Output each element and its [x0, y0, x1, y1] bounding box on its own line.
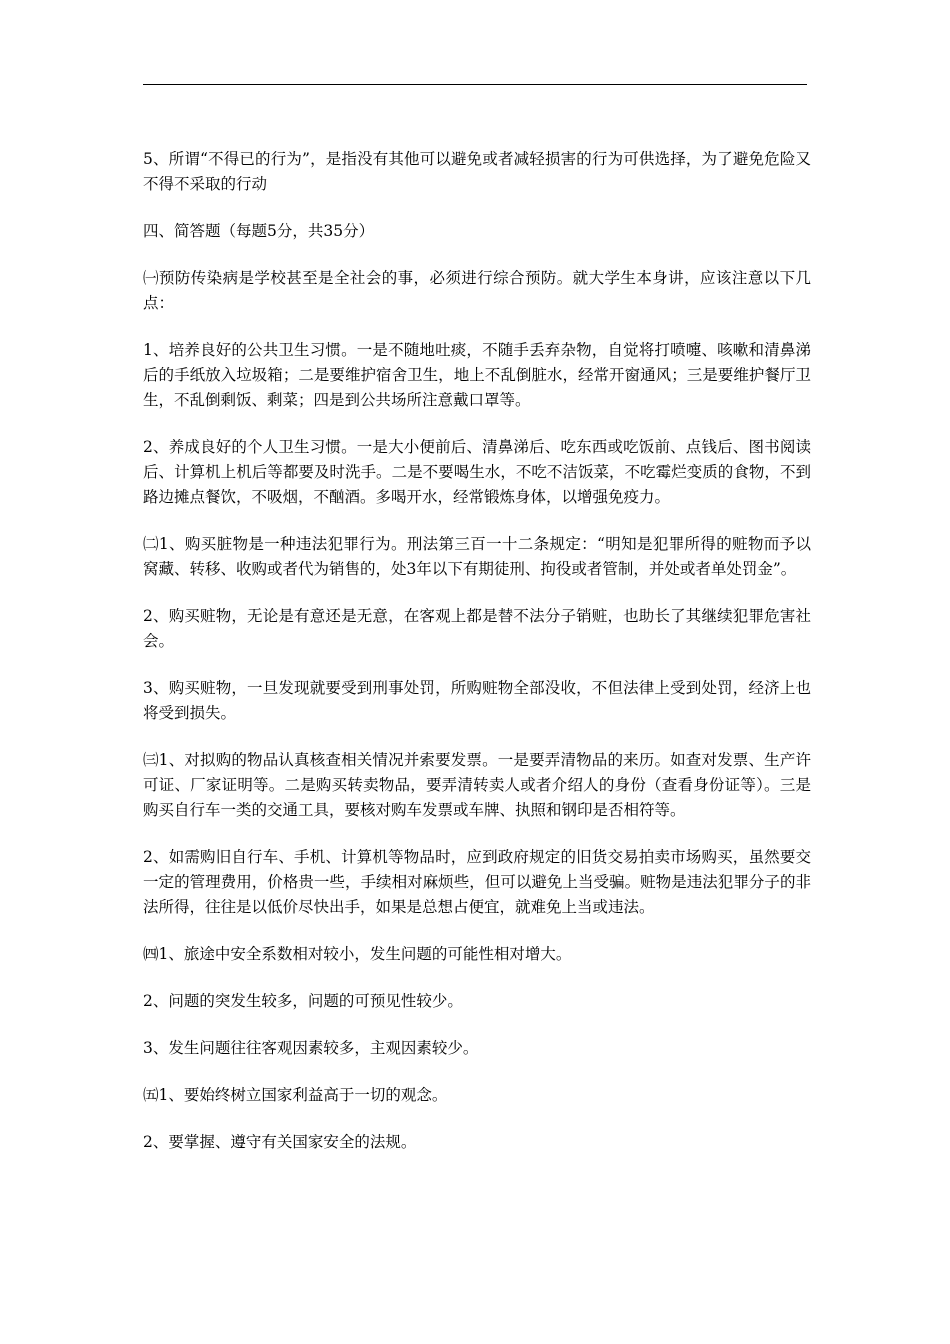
- paragraph-q2-point-2: 2、购买赃物，无论是有意还是无意，在客观上都是替不法分子销赃，也助长了其继续犯罪危害社会。: [143, 607, 811, 650]
- paragraph-q2-point-1: ㈡1、购买脏物是一种违法犯罪行为。刑法第三百一十二条规定：“明知是犯罪所得的赃物而予以窝藏、转移、收购或者代为销售的，处3年以下有期徒刑、拘役或者管制，并处或者单处罚金”。: [143, 535, 811, 578]
- paragraph-q5-point-1: ㈤1、要始终树立国家利益高于一切的观念。: [143, 1086, 448, 1104]
- paragraph-q2-point-3: 3、购买赃物，一旦发现就要受到刑事处罚，所购赃物全部没收，不但法律上受到处罚，经济上也将受到损失。: [143, 679, 811, 722]
- paragraph-q3-point-1: ㈢1、对拟购的物品认真核查相关情况并索要发票。一是要弄清物品的来历。如查对发票、生产许可证、厂家证明等。二是购买转卖物品，要弄清转卖人或者介绍人的身份（查看身份证等）。三是购买自行车一类的交通工具，要核对购车发票或车牌、执照和钢印是否相符等。: [143, 751, 811, 819]
- paragraph-q4-point-2: 2、问题的突发生较多，问题的可预见性较少。: [143, 992, 463, 1010]
- header-rule: [143, 84, 807, 85]
- section-heading-short-answer: 四、简答题（每题5分，共35分）: [143, 222, 375, 240]
- paragraph-q3-point-2: 2、如需购旧自行车、手机、计算机等物品时，应到政府规定的旧货交易拍卖市场购买，虽然要交一定的管理费用，价格贵一些，手续相对麻烦些，但可以避免上当受骗。赃物是违法犯罪分子的非法所得，往往是以低价尽快出手，如果是总想占便宜，就难免上当或违法。: [143, 848, 811, 916]
- paragraph-q4-point-1: ㈣1、旅途中安全系数相对较小，发生问题的可能性相对增大。: [143, 945, 572, 963]
- paragraph-q4-point-3: 3、发生问题往往客观因素较多，主观因素较少。: [143, 1039, 479, 1057]
- document-body: [143, 147, 811, 1177]
- paragraph-q1-point-2: 2、养成良好的个人卫生习惯。一是大小便前后、清鼻涕后、吃东西或吃饭前、点钱后、图书阅读后、计算机上机后等都要及时洗手。二是不要喝生水，不吃不洁饭菜，不吃霉烂变质的食物，不到路边摊点餐饮，不吸烟，不酗酒。多喝开水，经常锻炼身体，以增强免疫力。: [143, 438, 811, 506]
- paragraph-q5-point-2: 2、要掌握、遵守有关国家安全的法规。: [143, 1133, 417, 1151]
- paragraph-q1-point-1: 1、培养良好的公共卫生习惯。一是不随地吐痰，不随手丢弃杂物，自觉将打喷嚏、咳嗽和清鼻涕后的手纸放入垃圾箱；二是要维护宿舍卫生，地上不乱倒脏水，经常开窗通风；三是要维护餐厅卫生，不乱倒剩饭、剩菜；四是到公共场所注意戴口罩等。: [143, 341, 811, 409]
- paragraph-q1-intro: ㈠预防传染病是学校甚至是全社会的事，必须进行综合预防。就大学生本身讲，应该注意以下几点：: [143, 269, 811, 312]
- paragraph-answer-5: 5、所谓“不得已的行为”，是指没有其他可以避免或者减轻损害的行为可供选择，为了避免危险又不得不采取的行动: [143, 150, 811, 193]
